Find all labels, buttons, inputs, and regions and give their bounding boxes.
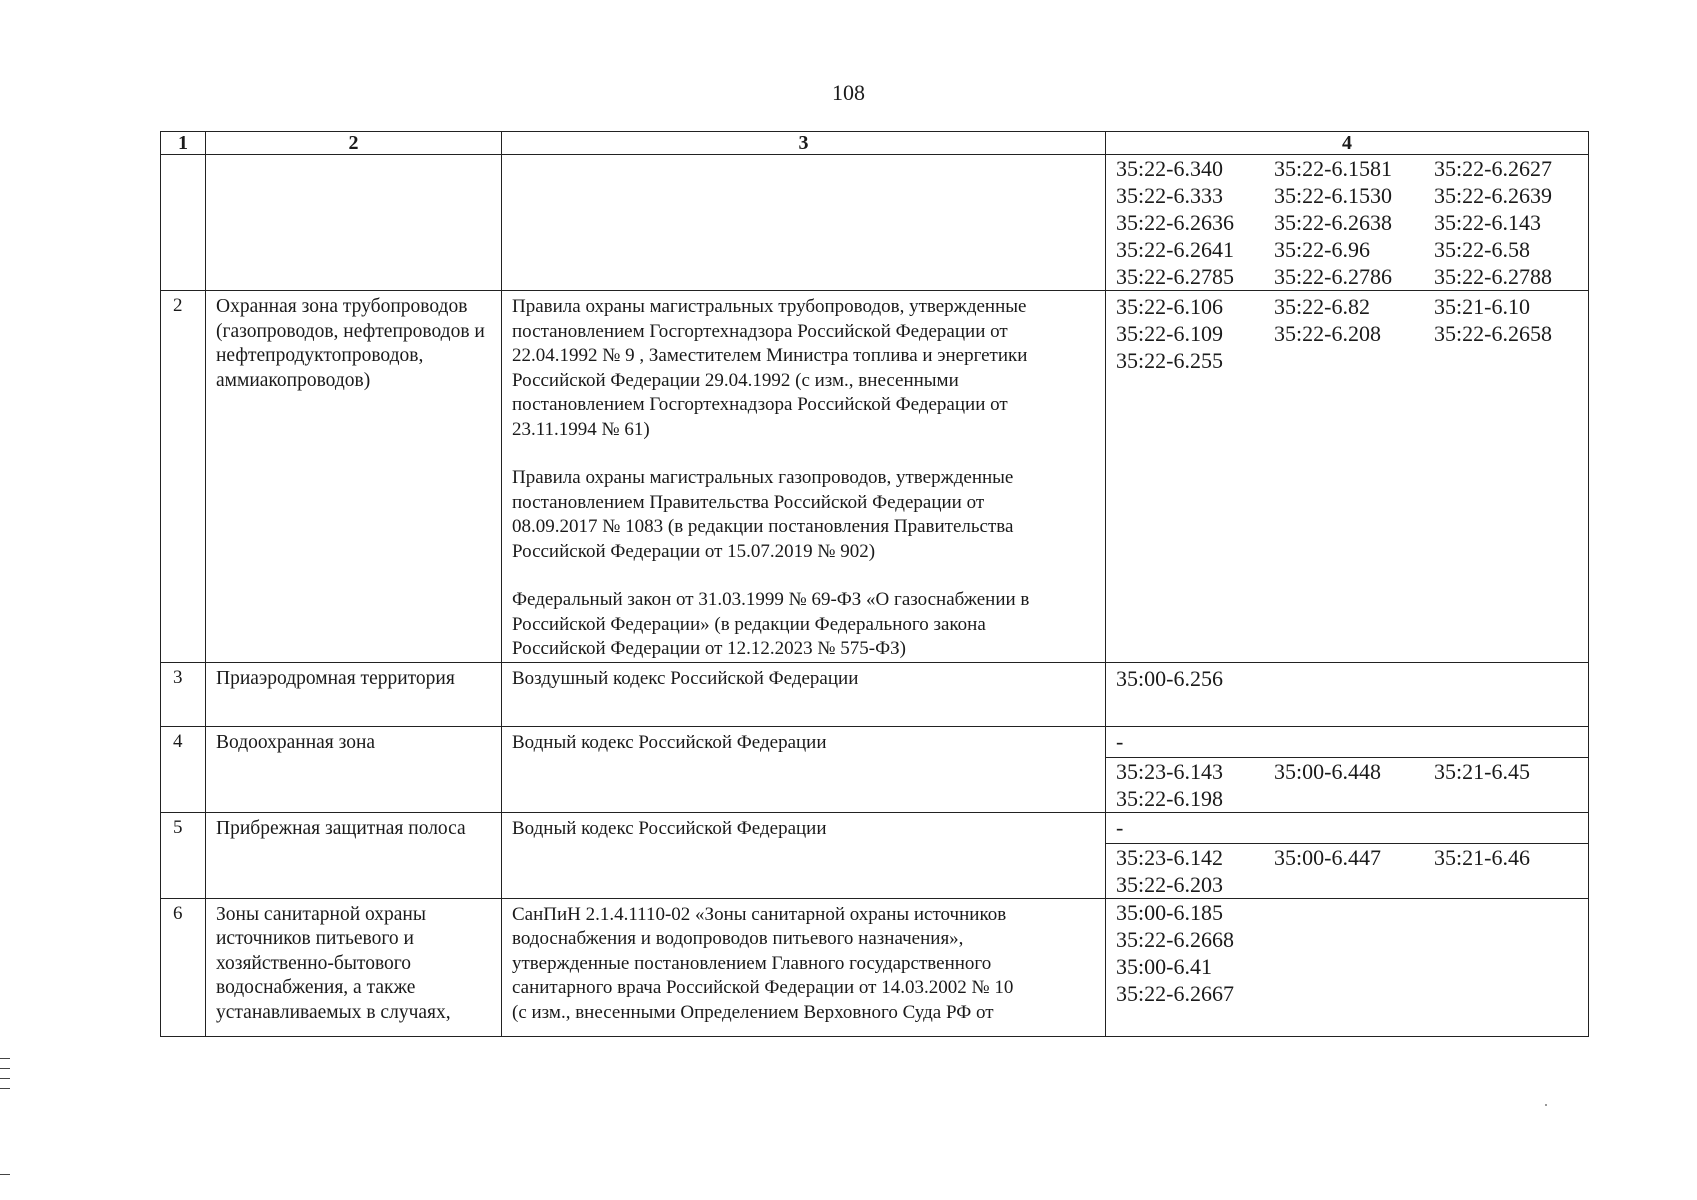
code: 35:22-6.2638 (1274, 210, 1392, 235)
code: 35:22-6.58 (1434, 237, 1530, 262)
scan-edge-mark (0, 1078, 10, 1079)
code: 35:22-6.2788 (1434, 264, 1552, 289)
header-col-1: 1 (161, 132, 206, 155)
code: 35:00-6.448 (1274, 758, 1381, 784)
scan-speck (1545, 1104, 1547, 1106)
cell-documents (502, 812, 1106, 898)
cell-object: Охранная зона трубопроводов (газопроводов, нефтепроводов и нефтепродуктопроводов, аммиакопроводов) (206, 291, 502, 663)
scan-edge-mark (0, 1068, 10, 1069)
code: 35:22-6.82 (1274, 294, 1370, 319)
page-number: 108 (832, 80, 865, 105)
header-col-3: 3 (502, 132, 1106, 155)
cell-object: Водоохранная зона (206, 726, 502, 812)
table-row-3 (161, 662, 1589, 726)
code: 35:22-6.340 (1116, 156, 1223, 181)
cell-num: 5 (161, 812, 206, 898)
codes-list (1106, 155, 1588, 290)
code: 35:00-6.41 (1116, 953, 1212, 979)
cell-codes (1106, 812, 1589, 898)
code: 35:22-6.109 (1116, 321, 1223, 346)
cell-num: 6 (161, 898, 206, 1036)
empty-dash: - (1116, 814, 1124, 840)
code: 35:00-6.185 (1116, 899, 1223, 925)
table-row-4 (161, 726, 1589, 812)
document-text: Водный кодекс Российской Федерации (512, 731, 827, 753)
cell-num: 4 (161, 726, 206, 812)
cell-object: Прибрежная защитная полоса (206, 812, 502, 898)
code: 35:22-6.333 (1116, 183, 1223, 208)
cell-num (161, 155, 206, 291)
cell-object: Зоны санитарной охраны источников питьевого и хозяйственно-бытового водоснабжения, а также устанавливаемых в случаях, (206, 898, 502, 1036)
code: 35:22-6.1530 (1274, 183, 1392, 208)
cell-codes (1106, 662, 1589, 726)
code: 35:23-6.143 (1116, 758, 1223, 784)
code: 35:22-6.106 (1116, 294, 1223, 319)
codes-list (1106, 899, 1588, 1007)
code: 35:22-6.2658 (1434, 321, 1552, 346)
cell-documents (502, 898, 1106, 1036)
table-row-2 (161, 291, 1589, 663)
code: 35:00-6.256 (1116, 665, 1223, 691)
codes-list (1106, 291, 1588, 374)
scan-edge-mark (0, 1058, 10, 1059)
code: 35:22-6.203 (1116, 871, 1223, 897)
document-text: Водный кодекс Российской Федерации (512, 817, 827, 839)
document-text: Правила охраны магистральных газопроводов, утвержденные постановлением Правительства Российской Федерации от 08.09.2017 № 1083 (в редакции постановления Правительства Российской Федерации от 15.07.2019 № 902) (512, 467, 1014, 562)
cell-codes (1106, 291, 1589, 663)
cell-num: 3 (161, 662, 206, 726)
cell-object: Приаэродромная территория (206, 662, 502, 726)
code: 35:21-6.46 (1434, 844, 1530, 870)
code: 35:22-6.96 (1274, 237, 1370, 262)
scan-edge-mark (0, 1174, 10, 1175)
header-col-4: 4 (1106, 132, 1589, 155)
cell-codes (1106, 898, 1589, 1036)
code: 35:22-6.2641 (1116, 237, 1234, 262)
code: 35:22-6.255 (1116, 348, 1223, 373)
document-text: СанПиН 2.1.4.1110-02 «Зоны санитарной охраны источников водоснабжения и водопроводов питьевого назначения», утвержденные постановлением Главного государственного санитарного врача Российской Федерации от 14.03.2002 № 10 (с изм., внесенными Определением Верховного Суда РФ от (512, 903, 1014, 1023)
codes-list (1106, 663, 1588, 692)
document-text: Правила охраны магистральных трубопроводов, утвержденные постановлением Госгортехнадзора Российской Федерации от 22.04.1992 № 9 , Заместителем Министра топлива и энергетики Российской Федерации 29.04.1992 (с изм., внесенными постановлением Госгортехнадзора Российской Федерации от 23.11.1994 № 61) (512, 296, 1028, 440)
code: 35:22-6.198 (1116, 785, 1223, 811)
cell-codes (1106, 155, 1589, 291)
cell-documents (502, 291, 1106, 663)
code: 35:22-6.2667 (1116, 980, 1234, 1006)
code: 35:22-6.2786 (1274, 264, 1392, 289)
zones-table (160, 131, 1589, 1037)
scan-edge-mark (0, 1088, 10, 1089)
table-row-6 (161, 898, 1589, 1036)
code: 35:21-6.45 (1434, 758, 1530, 784)
code: 35:22-6.2785 (1116, 264, 1234, 289)
header-col-2: 2 (206, 132, 502, 155)
header-row (161, 132, 1589, 155)
document-text: Воздушный кодекс Российской Федерации (512, 667, 859, 689)
code: 35:22-6.2668 (1116, 926, 1234, 952)
table-row-continuation (161, 155, 1589, 291)
document-text: Федеральный закон от 31.03.1999 № 69-ФЗ «О газоснабжении в Российской Федерации» (в редакции Федерального закона Российской Федерации от 12.12.2023 № 575-ФЗ) (512, 589, 1030, 659)
codes-list (1106, 757, 1588, 812)
table-row-5 (161, 812, 1589, 898)
empty-dash: - (1116, 728, 1124, 754)
cell-documents (502, 726, 1106, 812)
cell-codes (1106, 726, 1589, 812)
cell-documents (502, 155, 1106, 291)
code: 35:22-6.2639 (1434, 183, 1552, 208)
code: 35:22-6.143 (1434, 210, 1541, 235)
cell-object (206, 155, 502, 291)
code: 35:21-6.10 (1434, 294, 1530, 319)
code: 35:23-6.142 (1116, 844, 1223, 870)
cell-num: 2 (161, 291, 206, 663)
code: 35:22-6.2627 (1434, 156, 1552, 181)
code: 35:00-6.447 (1274, 844, 1381, 870)
cell-documents (502, 662, 1106, 726)
codes-list (1106, 843, 1588, 898)
code: 35:22-6.2636 (1116, 210, 1234, 235)
code: 35:22-6.208 (1274, 321, 1381, 346)
code: 35:22-6.1581 (1274, 156, 1392, 181)
